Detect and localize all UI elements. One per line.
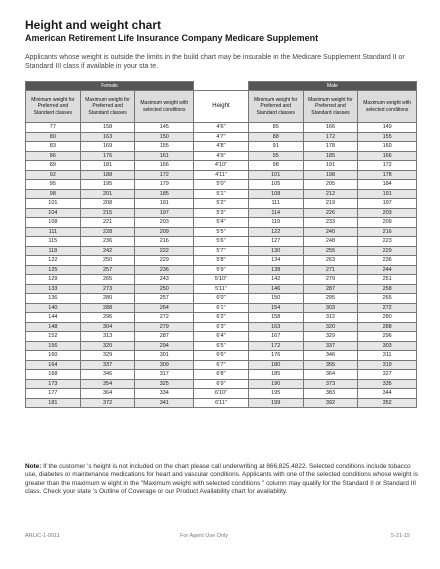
male-selected-weight-cell: 223 (358, 237, 417, 247)
female-min-weight-cell: 168 (26, 370, 81, 380)
male-max-weight-cell: 355 (303, 360, 358, 370)
height-cell: 6'10" (194, 389, 249, 399)
female-min-weight-cell: 144 (26, 313, 81, 323)
height-cell: 5'9" (194, 265, 249, 275)
male-min-weight-cell: 105 (248, 180, 303, 190)
male-min-weight-cell: 142 (248, 275, 303, 285)
female-max-weight-cell: 195 (80, 180, 135, 190)
table-body (26, 123, 417, 408)
female-max-weight-cell: 215 (80, 208, 135, 218)
female-max-weight-header: Maximum weight for Preferred and Standard classes (80, 91, 135, 123)
height-cell: 5'3" (194, 208, 249, 218)
table-column-header (26, 91, 417, 123)
male-min-weight-cell: 119 (248, 218, 303, 228)
group-header-spacer (194, 82, 249, 91)
female-max-weight-cell: 346 (80, 370, 135, 380)
male-min-weight-cell: 122 (248, 227, 303, 237)
male-min-weight-cell: 95 (248, 151, 303, 161)
table-row (26, 246, 417, 256)
height-cell: 5'10" (194, 275, 249, 285)
female-max-weight-cell: 296 (80, 313, 135, 323)
female-max-weight-cell: 250 (80, 256, 135, 266)
male-max-weight-cell: 364 (303, 370, 358, 380)
height-cell: 4'10" (194, 161, 249, 171)
height-cell: 6'2" (194, 313, 249, 323)
male-max-weight-cell: 279 (303, 275, 358, 285)
table-row (26, 341, 417, 351)
female-max-weight-cell: 288 (80, 303, 135, 313)
height-cell: 4'6" (194, 123, 249, 133)
height-cell: 6'1" (194, 303, 249, 313)
table-row (26, 370, 417, 380)
female-max-weight-cell: 236 (80, 237, 135, 247)
table-row (26, 398, 417, 408)
height-cell: 5'1" (194, 189, 249, 199)
male-selected-weight-cell: 327 (358, 370, 417, 380)
female-min-weight-cell: 77 (26, 123, 81, 133)
female-min-weight-cell: 83 (26, 142, 81, 152)
male-selected-weight-cell: 149 (358, 123, 417, 133)
male-selected-weight-cell: 155 (358, 132, 417, 142)
male-max-weight-cell: 240 (303, 227, 358, 237)
male-min-weight-cell: 127 (248, 237, 303, 247)
height-cell: 5'11" (194, 284, 249, 294)
table-group-header (26, 82, 417, 91)
female-selected-weight-cell: 145 (135, 123, 194, 133)
male-selected-weight-cell: 311 (358, 351, 417, 361)
male-min-weight-cell: 108 (248, 189, 303, 199)
height-cell: 6'11" (194, 398, 249, 408)
male-min-weight-cell: 88 (248, 132, 303, 142)
male-min-weight-cell: 158 (248, 313, 303, 323)
table-row (26, 218, 417, 228)
male-max-weight-cell: 337 (303, 341, 358, 351)
male-max-weight-cell: 320 (303, 322, 358, 332)
height-cell: 6'5" (194, 341, 249, 351)
table-row (26, 275, 417, 285)
male-min-weight-cell: 195 (248, 389, 303, 399)
female-selected-weight-cell: 229 (135, 256, 194, 266)
male-selected-weight-cell: 236 (358, 256, 417, 266)
male-selected-weight-cell: 178 (358, 170, 417, 180)
intro-paragraph: Applicants whose weight is outside the limits in the build chart may be insurable in the Medicare Supplement Standard II or Standard III class if available in your sta te. (25, 54, 405, 70)
table-row (26, 294, 417, 304)
male-min-weight-cell: 154 (248, 303, 303, 313)
female-selected-weight-cell: 301 (135, 351, 194, 361)
male-selected-weight-cell: 288 (358, 322, 417, 332)
male-min-weight-cell: 98 (248, 161, 303, 171)
female-max-weight-cell: 320 (80, 341, 135, 351)
male-max-weight-cell: 295 (303, 294, 358, 304)
female-selected-weight-cell: 309 (135, 360, 194, 370)
male-max-weight-cell: 166 (303, 123, 358, 133)
male-selected-weight-cell: 209 (358, 218, 417, 228)
female-selected-weight-cell: 250 (135, 284, 194, 294)
table-row (26, 332, 417, 342)
male-min-weight-cell: 167 (248, 332, 303, 342)
male-max-weight-cell: 312 (303, 313, 358, 323)
female-max-weight-cell: 280 (80, 294, 135, 304)
table-row (26, 351, 417, 361)
male-max-weight-cell: 287 (303, 284, 358, 294)
female-min-weight-cell: 133 (26, 284, 81, 294)
female-min-weight-cell: 156 (26, 341, 81, 351)
female-min-weight-cell: 95 (26, 180, 81, 190)
female-min-weight-cell: 122 (26, 256, 81, 266)
male-selected-weight-cell: 166 (358, 151, 417, 161)
height-cell: 6'6" (194, 351, 249, 361)
table-row (26, 151, 417, 161)
height-cell: 4'8" (194, 142, 249, 152)
male-min-weight-cell: 85 (248, 123, 303, 133)
female-max-weight-cell: 372 (80, 398, 135, 408)
female-min-weight-cell: 80 (26, 132, 81, 142)
table-row (26, 199, 417, 209)
female-min-weight-header: Minimum weight for Preferred and Standard classes (26, 91, 81, 123)
note-text: If the customer 's height is not included on the chart please call underwriting at 866.825.4822. Selected conditions include tobacco use, diabetes or maintenance medications for heart and vascular conditions. Applicants with one of the selected conditions whose weight is greater than the maximum w eight in the "Maximum weight with selected conditions " column may qualify for the Standard II or Standard III class. Check your state 's Outline of Coverage or our Product Availability chart for availability. (25, 463, 418, 496)
female-max-weight-cell: 313 (80, 332, 135, 342)
female-selected-weight-cell: 236 (135, 265, 194, 275)
female-min-weight-cell: 104 (26, 208, 81, 218)
female-selected-weight-cell: 166 (135, 161, 194, 171)
female-min-weight-cell: 160 (26, 351, 81, 361)
female-min-weight-cell: 177 (26, 389, 81, 399)
female-selected-weight-cell: 197 (135, 208, 194, 218)
male-max-weight-cell: 263 (303, 256, 358, 266)
female-min-weight-cell: 86 (26, 151, 81, 161)
female-selected-weight-cell: 172 (135, 170, 194, 180)
male-min-weight-cell: 190 (248, 379, 303, 389)
female-selected-weight-cell: 191 (135, 199, 194, 209)
female-max-weight-cell: 364 (80, 389, 135, 399)
male-max-weight-cell: 346 (303, 351, 358, 361)
table-row (26, 132, 417, 142)
male-selected-weight-cell: 344 (358, 389, 417, 399)
height-cell: 6'0" (194, 294, 249, 304)
female-min-weight-cell: 92 (26, 170, 81, 180)
male-selected-weight-cell: 335 (358, 379, 417, 389)
female-selected-weight-cell: 222 (135, 246, 194, 256)
male-max-weight-cell: 185 (303, 151, 358, 161)
female-min-weight-cell: 111 (26, 227, 81, 237)
male-max-weight-cell: 219 (303, 199, 358, 209)
male-selected-weight-cell: 203 (358, 208, 417, 218)
male-selected-weight-header: Maximum weight with selected conditions (358, 91, 417, 123)
male-selected-weight-cell: 229 (358, 246, 417, 256)
male-min-weight-cell: 134 (248, 256, 303, 266)
female-selected-weight-cell: 243 (135, 275, 194, 285)
female-min-weight-cell: 148 (26, 322, 81, 332)
male-min-weight-cell: 114 (248, 208, 303, 218)
revision-date: 5-21-15 (391, 533, 410, 539)
female-max-weight-cell: 158 (80, 123, 135, 133)
height-header: Height (194, 91, 249, 123)
male-selected-weight-cell: 303 (358, 341, 417, 351)
female-max-weight-cell: 329 (80, 351, 135, 361)
height-cell: 6'7" (194, 360, 249, 370)
male-min-weight-cell: 199 (248, 398, 303, 408)
female-max-weight-cell: 201 (80, 189, 135, 199)
male-max-weight-cell: 178 (303, 142, 358, 152)
male-max-weight-cell: 205 (303, 180, 358, 190)
male-selected-weight-cell: 258 (358, 284, 417, 294)
table-row (26, 389, 417, 399)
female-selected-weight-cell: 155 (135, 142, 194, 152)
note-paragraph (25, 463, 420, 497)
male-max-weight-cell: 373 (303, 379, 358, 389)
table-row (26, 256, 417, 266)
male-min-weight-cell: 111 (248, 199, 303, 209)
female-selected-weight-header: Maximum weight with selected conditions (135, 91, 194, 123)
male-min-weight-cell: 176 (248, 351, 303, 361)
female-min-weight-cell: 164 (26, 360, 81, 370)
female-max-weight-cell: 208 (80, 199, 135, 209)
female-min-weight-cell: 108 (26, 218, 81, 228)
male-min-weight-cell: 163 (248, 322, 303, 332)
table-row (26, 265, 417, 275)
table-row (26, 142, 417, 152)
form-code: ARLIC-1-0011 (25, 533, 60, 539)
table-row (26, 322, 417, 332)
female-min-weight-cell: 181 (26, 398, 81, 408)
agent-use-label: For Agent Use Only (180, 533, 228, 539)
male-selected-weight-cell: 280 (358, 313, 417, 323)
male-selected-weight-cell: 172 (358, 161, 417, 171)
male-selected-weight-cell: 184 (358, 180, 417, 190)
female-max-weight-cell: 257 (80, 265, 135, 275)
table-row (26, 123, 417, 133)
female-min-weight-cell: 118 (26, 246, 81, 256)
male-selected-weight-cell: 160 (358, 142, 417, 152)
height-weight-table (25, 81, 417, 408)
female-max-weight-cell: 273 (80, 284, 135, 294)
height-cell: 5'7" (194, 246, 249, 256)
height-cell: 5'4" (194, 218, 249, 228)
table-row (26, 189, 417, 199)
male-min-weight-cell: 146 (248, 284, 303, 294)
female-header: Female (26, 82, 194, 91)
male-max-weight-cell: 212 (303, 189, 358, 199)
table-row (26, 161, 417, 171)
male-max-weight-cell: 226 (303, 208, 358, 218)
male-min-weight-cell: 101 (248, 170, 303, 180)
female-max-weight-cell: 354 (80, 379, 135, 389)
female-selected-weight-cell: 287 (135, 332, 194, 342)
female-max-weight-cell: 169 (80, 142, 135, 152)
table-row (26, 237, 417, 247)
female-selected-weight-cell: 272 (135, 313, 194, 323)
female-max-weight-cell: 163 (80, 132, 135, 142)
female-selected-weight-cell: 317 (135, 370, 194, 380)
height-cell: 5'8" (194, 256, 249, 266)
height-cell: 6'4" (194, 332, 249, 342)
height-cell: 5'5" (194, 227, 249, 237)
female-max-weight-cell: 221 (80, 218, 135, 228)
female-selected-weight-cell: 179 (135, 180, 194, 190)
male-max-weight-cell: 383 (303, 389, 358, 399)
male-selected-weight-cell: 265 (358, 294, 417, 304)
female-selected-weight-cell: 185 (135, 189, 194, 199)
male-min-weight-cell: 180 (248, 360, 303, 370)
height-cell: 6'3" (194, 322, 249, 332)
male-max-weight-cell: 233 (303, 218, 358, 228)
female-selected-weight-cell: 257 (135, 294, 194, 304)
male-header: Male (248, 82, 416, 91)
male-max-weight-cell: 255 (303, 246, 358, 256)
table-row (26, 284, 417, 294)
female-selected-weight-cell: 264 (135, 303, 194, 313)
female-min-weight-cell: 173 (26, 379, 81, 389)
male-selected-weight-cell: 197 (358, 199, 417, 209)
page-subtitle: American Retirement Life Insurance Company Medicare Supplement (25, 33, 319, 43)
female-min-weight-cell: 101 (26, 199, 81, 209)
male-selected-weight-cell: 244 (358, 265, 417, 275)
female-selected-weight-cell: 203 (135, 218, 194, 228)
male-selected-weight-cell: 191 (358, 189, 417, 199)
female-min-weight-cell: 136 (26, 294, 81, 304)
height-cell: 5'2" (194, 199, 249, 209)
table-row (26, 227, 417, 237)
female-max-weight-cell: 242 (80, 246, 135, 256)
male-max-weight-cell: 198 (303, 170, 358, 180)
female-max-weight-cell: 188 (80, 170, 135, 180)
male-max-weight-cell: 191 (303, 161, 358, 171)
height-cell: 6'9" (194, 379, 249, 389)
female-selected-weight-cell: 150 (135, 132, 194, 142)
height-cell: 5'6" (194, 237, 249, 247)
male-min-weight-cell: 185 (248, 370, 303, 380)
page-title: Height and weight chart (25, 18, 162, 32)
male-min-weight-cell: 172 (248, 341, 303, 351)
female-selected-weight-cell: 325 (135, 379, 194, 389)
table-row (26, 360, 417, 370)
male-max-weight-cell: 303 (303, 303, 358, 313)
male-max-weight-cell: 248 (303, 237, 358, 247)
female-selected-weight-cell: 294 (135, 341, 194, 351)
female-selected-weight-cell: 209 (135, 227, 194, 237)
male-selected-weight-cell: 216 (358, 227, 417, 237)
table-row (26, 208, 417, 218)
female-min-weight-cell: 152 (26, 332, 81, 342)
female-max-weight-cell: 181 (80, 161, 135, 171)
male-selected-weight-cell: 272 (358, 303, 417, 313)
male-min-weight-cell: 91 (248, 142, 303, 152)
female-selected-weight-cell: 161 (135, 151, 194, 161)
height-cell: 6'8" (194, 370, 249, 380)
female-min-weight-cell: 129 (26, 275, 81, 285)
note-label: Note: (25, 463, 42, 470)
male-selected-weight-cell: 251 (358, 275, 417, 285)
female-selected-weight-cell: 334 (135, 389, 194, 399)
female-min-weight-cell: 140 (26, 303, 81, 313)
male-max-weight-cell: 392 (303, 398, 358, 408)
female-max-weight-cell: 228 (80, 227, 135, 237)
male-max-weight-header: Maximum weight for Preferred and Standard classes (303, 91, 358, 123)
table-row (26, 180, 417, 190)
height-cell: 4'9" (194, 151, 249, 161)
female-selected-weight-cell: 279 (135, 322, 194, 332)
female-min-weight-cell: 98 (26, 189, 81, 199)
female-max-weight-cell: 337 (80, 360, 135, 370)
male-max-weight-cell: 329 (303, 332, 358, 342)
male-min-weight-cell: 150 (248, 294, 303, 304)
table-row (26, 313, 417, 323)
male-min-weight-cell: 138 (248, 265, 303, 275)
female-selected-weight-cell: 216 (135, 237, 194, 247)
female-max-weight-cell: 176 (80, 151, 135, 161)
male-max-weight-cell: 271 (303, 265, 358, 275)
female-selected-weight-cell: 341 (135, 398, 194, 408)
female-min-weight-cell: 125 (26, 265, 81, 275)
table-row (26, 170, 417, 180)
male-selected-weight-cell: 352 (358, 398, 417, 408)
male-selected-weight-cell: 319 (358, 360, 417, 370)
height-cell: 5'0" (194, 180, 249, 190)
male-selected-weight-cell: 296 (358, 332, 417, 342)
female-max-weight-cell: 304 (80, 322, 135, 332)
height-cell: 4'7" (194, 132, 249, 142)
male-max-weight-cell: 172 (303, 132, 358, 142)
height-cell: 4'11" (194, 170, 249, 180)
male-min-weight-cell: 130 (248, 246, 303, 256)
female-min-weight-cell: 89 (26, 161, 81, 171)
female-max-weight-cell: 265 (80, 275, 135, 285)
male-min-weight-header: Minimum weight for Preferred and Standard classes (248, 91, 303, 123)
table-row (26, 303, 417, 313)
table-row (26, 379, 417, 389)
female-min-weight-cell: 115 (26, 237, 81, 247)
